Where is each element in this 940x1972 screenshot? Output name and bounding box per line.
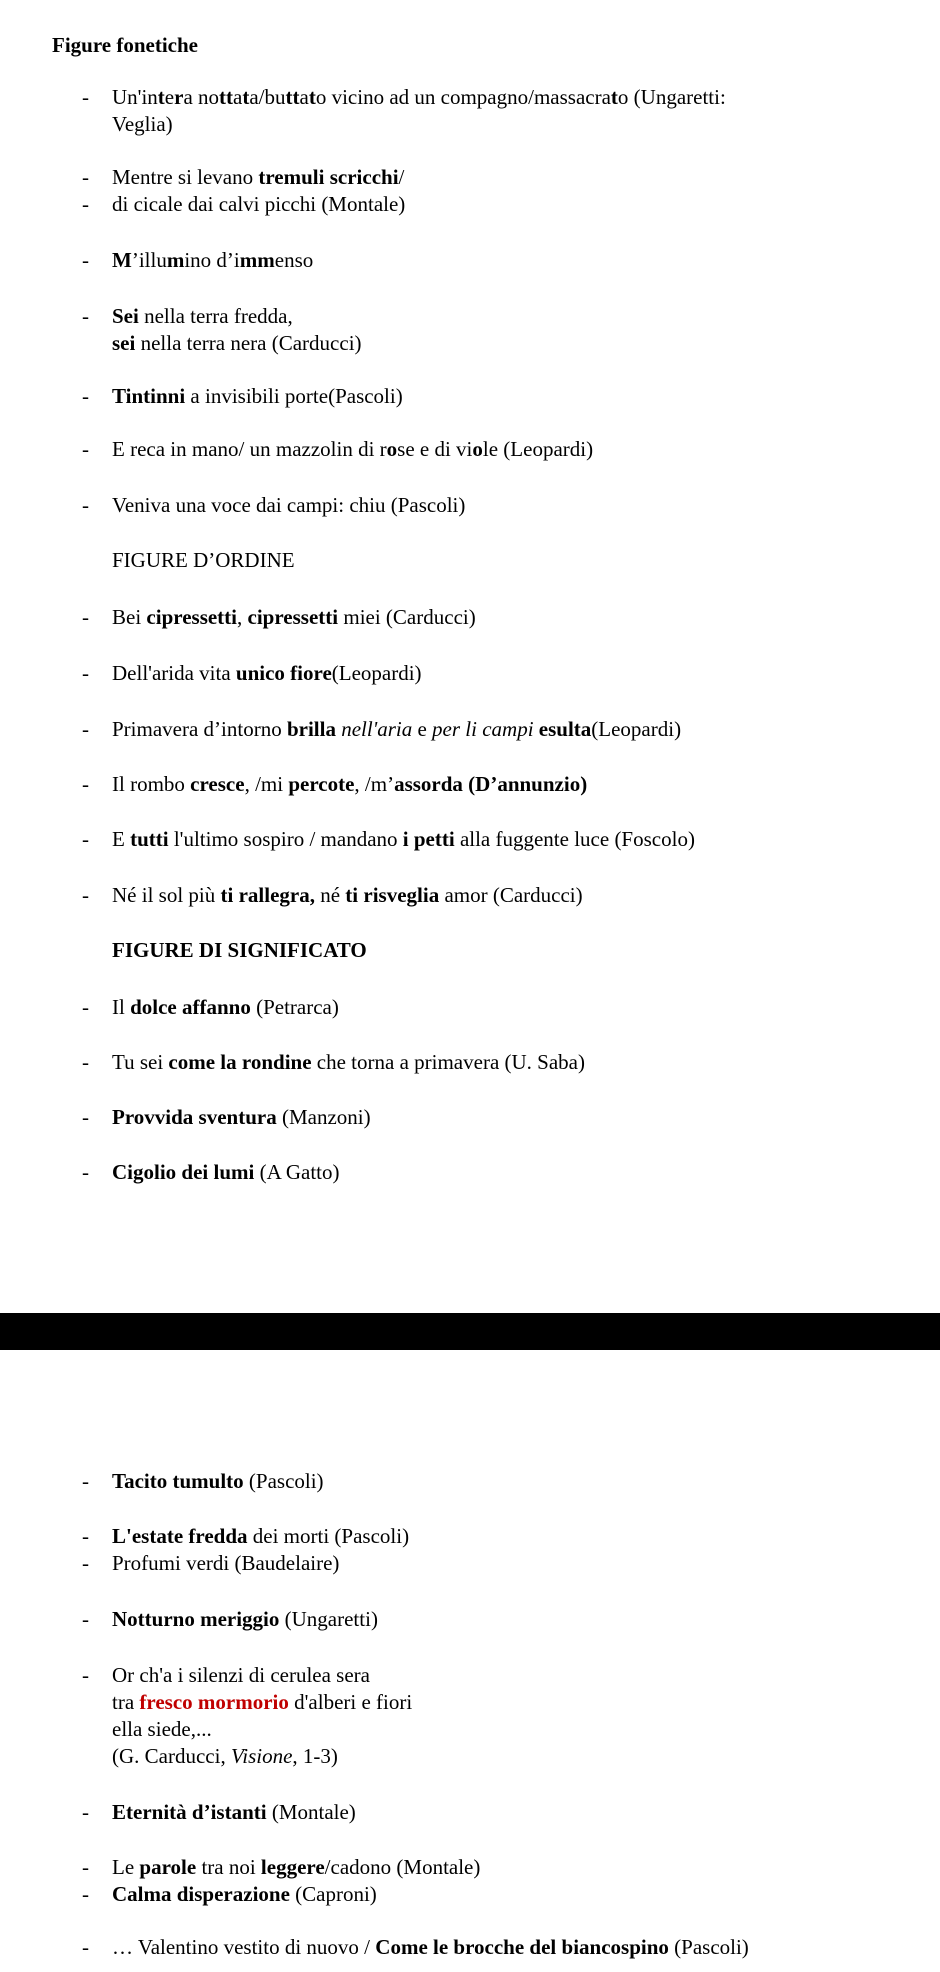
- highlighted-phrase: fresco mormorio: [139, 1690, 289, 1714]
- dash-bullet: -: [82, 827, 89, 851]
- item-text: E tutti l'ultimo sospiro / mandano i petti alla fuggente luce (Foscolo): [112, 827, 695, 851]
- dash-bullet: -: [82, 605, 89, 629]
- dash-bullet: -: [82, 493, 89, 517]
- dash-bullet: -: [82, 1050, 89, 1074]
- item-text-continued: (G. Carducci, Visione, 1-3): [112, 1744, 338, 1768]
- dash-bullet: -: [82, 384, 89, 408]
- item-text: Tintinni a invisibili porte(Pascoli): [112, 384, 403, 408]
- item-text: L'estate fredda dei morti (Pascoli): [112, 1524, 410, 1548]
- dash-bullet: -: [82, 883, 89, 907]
- dash-bullet: -: [82, 1469, 89, 1493]
- item-text: Un'intera nottata/buttato vicino ad un compagno/massacrato (Ungaretti:: [112, 85, 726, 109]
- dash-bullet: -: [82, 85, 89, 109]
- item-text-continued: tra fresco mormorio d'alberi e fiori: [112, 1690, 413, 1714]
- item-text: Tacito tumulto (Pascoli): [112, 1469, 324, 1493]
- dash-bullet: -: [82, 192, 89, 216]
- dash-bullet: -: [82, 1882, 89, 1906]
- dash-bullet: -: [82, 661, 89, 685]
- item-text: M’illumino d’immenso: [112, 248, 314, 272]
- item-text: Dell'arida vita unico fiore(Leopardi): [112, 661, 422, 685]
- item-text: Cigolio dei lumi (A Gatto): [112, 1160, 340, 1184]
- dash-bullet: -: [82, 1160, 89, 1184]
- dash-bullet: -: [82, 1935, 89, 1959]
- item-text: Calma disperazione (Caproni): [112, 1882, 377, 1906]
- item-text: di cicale dai calvi picchi (Montale): [112, 192, 406, 216]
- dash-bullet: -: [82, 1524, 89, 1548]
- dash-bullet: -: [82, 772, 89, 796]
- item-text: Mentre si levano tremuli scricchi/: [112, 165, 405, 189]
- item-text: Or ch'a i silenzi di cerulea sera: [112, 1663, 370, 1687]
- dash-bullet: -: [82, 304, 89, 328]
- item-text: Notturno meriggio (Ungaretti): [112, 1607, 378, 1631]
- dash-bullet: -: [82, 1607, 89, 1631]
- dash-bullet: -: [82, 248, 89, 272]
- item-text: Eternità d’istanti (Montale): [112, 1800, 356, 1824]
- item-text: Il rombo cresce, /mi percote, /m’assorda (D’annunzio): [112, 772, 588, 796]
- dash-bullet: -: [82, 1855, 89, 1879]
- section-heading-significato: FIGURE DI SIGNIFICATO: [112, 938, 367, 962]
- dash-bullet: -: [82, 165, 89, 189]
- item-text: E reca in mano/ un mazzolin di rose e di viole (Leopardi): [112, 437, 594, 461]
- dash-bullet: -: [82, 717, 89, 741]
- item-text-continued: sei nella terra nera (Carducci): [112, 331, 362, 355]
- item-text-continued: ella siede,...: [112, 1717, 212, 1741]
- dash-bullet: -: [82, 1800, 89, 1824]
- item-text: Né il sol più ti rallegra, né ti risveglia amor (Carducci): [112, 883, 583, 907]
- section-heading-ordine: FIGURE D’ORDINE: [112, 548, 295, 572]
- item-text: Primavera d’intorno brilla nell'aria e per li campi esulta(Leopardi): [112, 717, 682, 741]
- dash-bullet: -: [82, 1551, 89, 1575]
- dash-bullet: -: [82, 995, 89, 1019]
- item-text: Veniva una voce dai campi: chiu (Pascoli): [112, 493, 466, 517]
- item-text: Bei cipressetti, cipressetti miei (Carducci): [112, 605, 476, 629]
- dash-bullet: -: [82, 437, 89, 461]
- item-text: Il dolce affanno (Petrarca): [112, 995, 339, 1019]
- page-separator: [0, 1313, 940, 1350]
- item-text-continued: Veglia): [112, 112, 173, 136]
- dash-bullet: -: [82, 1105, 89, 1129]
- item-text: Sei nella terra fredda,: [112, 304, 293, 328]
- item-text: … Valentino vestito di nuovo / Come le brocche del biancospino (Pascoli): [112, 1935, 749, 1959]
- item-text: Profumi verdi (Baudelaire): [112, 1551, 340, 1575]
- item-text: Le parole tra noi leggere/cadono (Montale): [112, 1855, 481, 1879]
- item-text: Tu sei come la rondine che torna a primavera (U. Saba): [112, 1050, 585, 1074]
- item-text: Provvida sventura (Manzoni): [112, 1105, 371, 1129]
- dash-bullet: -: [82, 1663, 89, 1687]
- page-title: Figure fonetiche: [52, 33, 198, 57]
